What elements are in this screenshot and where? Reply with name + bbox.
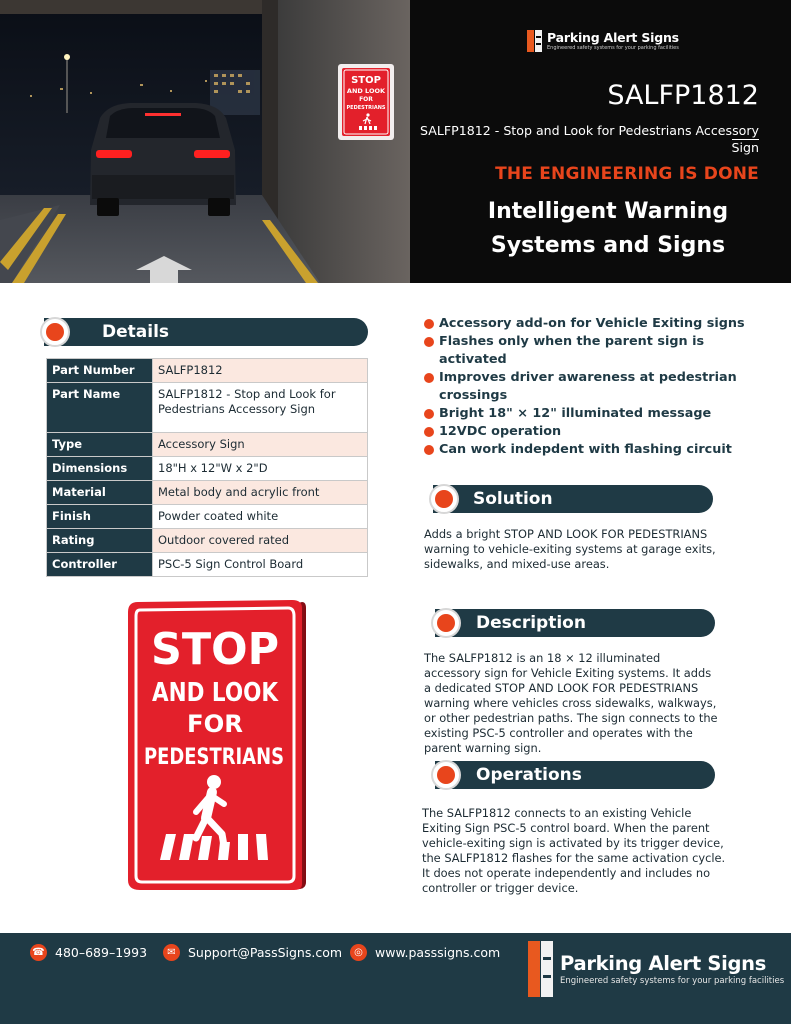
- list-item: Can work indepdent with flashing circuit: [424, 441, 764, 459]
- table-value: Outdoor covered rated: [153, 529, 368, 553]
- product-subtitle: [410, 123, 759, 156]
- table-key: Finish: [47, 505, 153, 529]
- solution-text: Adds a bright STOP AND LOOK FOR PEDESTRIANS warning to vehicle-exiting systems at garage exits, sidewalks, and mixed-use areas.: [424, 527, 716, 571]
- table-key: Type: [47, 433, 153, 457]
- list-item: Flashes only when the parent sign is activated: [424, 333, 764, 369]
- operations-heading: [435, 761, 715, 789]
- table-value: Metal body and acrylic front: [153, 481, 368, 505]
- table-key: Dimensions: [47, 457, 153, 481]
- table-value: PSC-5 Sign Control Board: [153, 553, 368, 577]
- footer-phone[interactable]: [30, 944, 147, 961]
- product-code: SALFP1812: [607, 80, 759, 111]
- table-value: SALFP1812: [153, 359, 368, 383]
- bullet-dot-icon: [433, 610, 459, 636]
- product-sign-line4: PEDESTRIANS: [144, 745, 284, 770]
- table-key: Part Number: [47, 359, 153, 383]
- table-value: 18"H x 12"W x 2"D: [153, 457, 368, 481]
- table-value: Accessory Sign: [153, 433, 368, 457]
- solution-title: Solution: [473, 489, 553, 509]
- table-row: [47, 553, 368, 577]
- footer-website[interactable]: [350, 944, 500, 961]
- hero-sign-line2: AND LOOK: [346, 87, 386, 95]
- table-row: [47, 359, 368, 383]
- brand-logo-bottom: [528, 941, 784, 997]
- bullet-dot-icon: [433, 762, 459, 788]
- product-sign-image: [124, 598, 308, 898]
- bullet-dot-icon: [42, 319, 68, 345]
- bullet-dot-icon: [431, 486, 457, 512]
- table-value: Powder coated white: [153, 505, 368, 529]
- table-row: [47, 457, 368, 481]
- product-sign-line3: FOR: [187, 710, 243, 738]
- globe-icon: ◎: [350, 944, 367, 961]
- operations-text: The SALFP1812 connects to an existing Vehicle Exiting Sign PSC-5 control board. When the parent vehicle-exiting sign is activated by its trigger device, the SALFP1812 flashes for the same activation cycle. It does not operate independently and includes no controller or trigger device.: [422, 806, 726, 895]
- engineering-tagline: THE ENGINEERING IS DONE: [495, 164, 759, 184]
- product-subtitle-line1: SALFP1812 - Stop and Look for Pedestrians Accessory: [420, 123, 759, 138]
- footer-email[interactable]: [163, 944, 342, 961]
- hero-photo: [0, 0, 410, 283]
- details-table: [46, 358, 368, 577]
- headline-line2: Systems and Signs: [490, 233, 726, 258]
- product-subtitle-line2: Sign: [731, 140, 759, 155]
- brand-name-top: Parking Alert Signs: [547, 29, 679, 45]
- table-row: [47, 529, 368, 553]
- headline-line1: Intelligent Warning: [487, 199, 729, 224]
- table-row: [47, 505, 368, 529]
- phone-number: 480–689–1993: [55, 945, 148, 960]
- brand-tagline-top: Engineered safety systems for your parking facilities: [547, 44, 679, 51]
- operations-title: Operations: [476, 765, 582, 785]
- website-url: www.passsigns.com: [375, 945, 501, 960]
- brand-logo-icon: [528, 941, 553, 997]
- feature-list: [424, 315, 764, 459]
- footer: [0, 933, 791, 1024]
- list-item: Improves driver awareness at pedestrian crossings: [424, 369, 764, 405]
- headline: [468, 195, 748, 263]
- table-key: Part Name: [47, 383, 153, 433]
- hero-sign-line3: FOR: [359, 96, 373, 103]
- brand-logo-top: [527, 30, 679, 52]
- hero-sign-line4: PEDESTRIANS: [346, 105, 386, 111]
- phone-icon: ☎: [30, 944, 47, 961]
- list-item: 12VDC operation: [424, 423, 764, 441]
- list-item: Accessory add-on for Vehicle Exiting signs: [424, 315, 764, 333]
- description-text: The SALFP1812 is an 18 × 12 illuminated accessory sign for Vehicle Exiting systems. It adds a dedicated STOP AND LOOK FOR PEDESTRIANS warning where vehicles cross sidewalks, walkways, or other pedestrian paths. The sign connects to the existing PSC-5 controller and operates with the parent warning sign.: [424, 651, 718, 755]
- table-key: Material: [47, 481, 153, 505]
- list-item: Bright 18" × 12" illuminated message: [424, 405, 764, 423]
- table-key: Controller: [47, 553, 153, 577]
- table-row: [47, 481, 368, 505]
- product-sign-line2: AND LOOK: [152, 678, 279, 708]
- description-heading: [435, 609, 715, 637]
- solution-heading: [433, 485, 713, 513]
- header-panel: [410, 0, 791, 283]
- table-key: Rating: [47, 529, 153, 553]
- email-icon: ✉: [163, 944, 180, 961]
- brand-logo-icon: [527, 30, 542, 52]
- table-value: SALFP1812 - Stop and Look for Pedestrians Accessory Sign: [153, 383, 368, 433]
- details-title: Details: [102, 322, 170, 342]
- details-heading: [44, 318, 368, 346]
- description-title: Description: [476, 613, 586, 633]
- table-row: [47, 383, 368, 433]
- email-address: Support@PassSigns.com: [188, 945, 343, 960]
- hero-sign-line1: STOP: [351, 75, 381, 86]
- table-row: [47, 433, 368, 457]
- brand-tagline-bottom: Engineered safety systems for your parking facilities: [560, 975, 785, 986]
- brand-name-bottom: Parking Alert Signs: [560, 951, 767, 975]
- product-sign-line1: STOP: [151, 624, 279, 675]
